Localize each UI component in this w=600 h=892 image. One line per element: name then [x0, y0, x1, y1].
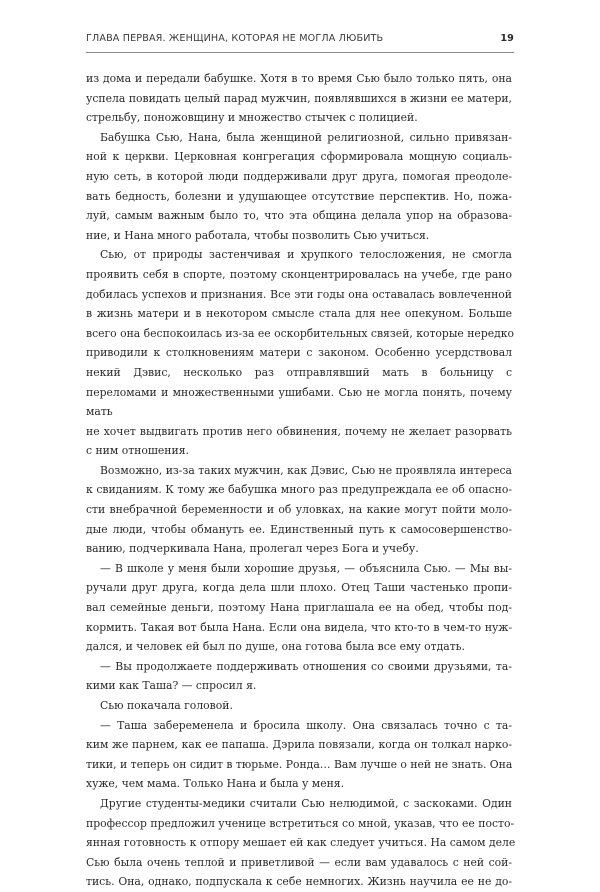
paragraph	[86, 696, 512, 716]
text-line: луй, самым важным было то, что эта община делала упор на образова-	[86, 209, 512, 223]
text-line: — Таша забеременела и бросила школу. Она связалась точно с та-	[100, 718, 512, 732]
body-text	[86, 69, 516, 892]
text-line: сти внебрачной беременности и об уловках, на какие могут пойти моло-	[86, 503, 512, 517]
text-line: Сью, от природы застенчивая и хрупкого телосложения, не смогла	[100, 248, 512, 262]
text-line: приводили к столкновениям матери с законом. Особенно усердствовал	[86, 346, 512, 360]
text-line: из дома и передали бабушке. Хотя в то время Сью было только пять, она	[86, 72, 512, 85]
text-line: с ним отношения.	[86, 444, 189, 458]
text-line: Сью была очень теплой и приветливой — если вам удавалось с ней сой-	[86, 855, 512, 869]
paragraph	[86, 559, 512, 657]
text-line: ной к церкви. Церковная конгрегация сформировала мощную социаль-	[86, 150, 512, 164]
paragraph	[86, 245, 515, 461]
text-line: кормить. Такая вот была Нана. Если она видела, что кто-то в чем-то нуж-	[86, 620, 512, 634]
chapter-title: ГЛАВА ПЕРВАЯ. ЖЕНЩИНА, КОТОРАЯ НЕ МОГЛА ЛЮБИТЬ	[86, 33, 384, 44]
text-line: к свиданиям. К тому же бабушка много раз предупреждала ее об опасно-	[86, 483, 512, 497]
text-line: — В школе у меня были хорошие друзья, — объяснила Сью. — Мы вы-	[100, 561, 512, 575]
paragraph	[86, 128, 512, 246]
paragraph	[86, 657, 512, 696]
paragraph	[86, 69, 512, 128]
text-line: добилась успехов и признания. Все эти годы она оставалась вовлеченной	[86, 287, 512, 301]
text-line: ручали друг друга, когда дела шли плохо. Отец Таши частенько пропи-	[86, 581, 512, 595]
text-line: дался, и человек ей был по душе, она готова была все ему отдать.	[86, 640, 465, 654]
text-line: всего она беспокоилась из-за ее оскорбительных связей, которые нередко	[86, 326, 515, 340]
text-line: дые люди, чтобы обмануть ее. Единственный путь к самосовершенство-	[86, 522, 512, 536]
text-line: хуже, чем мама. Только Нана и была у меня.	[86, 777, 345, 791]
text-line: ванию, подчеркивала Нана, пролегал через Бога и учебу.	[86, 542, 419, 556]
text-line: некий Дэвис, несколько раз отправлявший мать в больницу с переломами и множественными ушибами. Сью не могла понять, почему мать	[86, 365, 512, 419]
text-line: — Вы продолжаете поддерживать отношения со своими друзьями, та-	[100, 659, 512, 673]
text-line: Возможно, из-за таких мужчин, как Дэвис, Сью не проявляла интереса	[100, 463, 512, 477]
text-line: Сью покачала головой.	[100, 699, 233, 712]
paragraph	[86, 794, 516, 892]
text-line: вал семейные деньги, поэтому Нана приглашала ее на обед, чтобы под-	[86, 601, 512, 615]
paragraph	[86, 461, 512, 559]
text-line: ким же парнем, как ее папаша. Дэрила повязали, когда он толкал нарко-	[86, 738, 512, 752]
page-number: 19	[500, 33, 514, 44]
text-line: профессор предложил ученице встретиться со мной, указав, что ее посто-	[86, 816, 515, 830]
text-line: проявить себя в спорте, поэтому сконцентрировалась на учебе, где рано	[86, 267, 512, 281]
text-line: тики, и теперь он сидит в тюрьме. Ронда… Вам лучше о ней не знать. Она	[86, 757, 513, 771]
text-line: успела повидать целый парад мужчин, появлявшихся в жизни ее матери,	[86, 91, 512, 105]
text-line: тись. Она, однако, подпускала к себе немногих. Жизнь научила ее не до-	[86, 875, 512, 889]
text-line: Другие студенты-медики считали Сью нелюдимой, с заскоками. Один	[100, 796, 512, 810]
text-line: стрельбу, поножовщину и множество стычек с полицией.	[86, 111, 418, 125]
text-line: не хочет выдвигать против него обвинения, почему не желает разорвать	[86, 424, 512, 438]
text-line: кими как Таша? — спросил я.	[86, 679, 257, 693]
text-line: янная готовность к отпору мешает ей как следует учиться. На самом деле	[86, 836, 516, 850]
text-line: вать бедность, болезни и удушающее отсутствие перспектив. Но, пожа-	[86, 189, 512, 203]
text-line: ную сеть, в которой люди поддерживали друг друга, помогая преодоле-	[86, 169, 512, 183]
text-line: ние, и Нана много работала, чтобы позволить Сью учиться.	[86, 228, 430, 242]
header-rule	[86, 52, 514, 53]
text-line: Бабушка Сью, Нана, была женщиной религиозной, сильно привязан-	[100, 130, 512, 144]
text-line: в жизнь матери и в некотором смысле стала для нее опекуном. Больше	[86, 307, 512, 321]
paragraph	[86, 716, 512, 794]
